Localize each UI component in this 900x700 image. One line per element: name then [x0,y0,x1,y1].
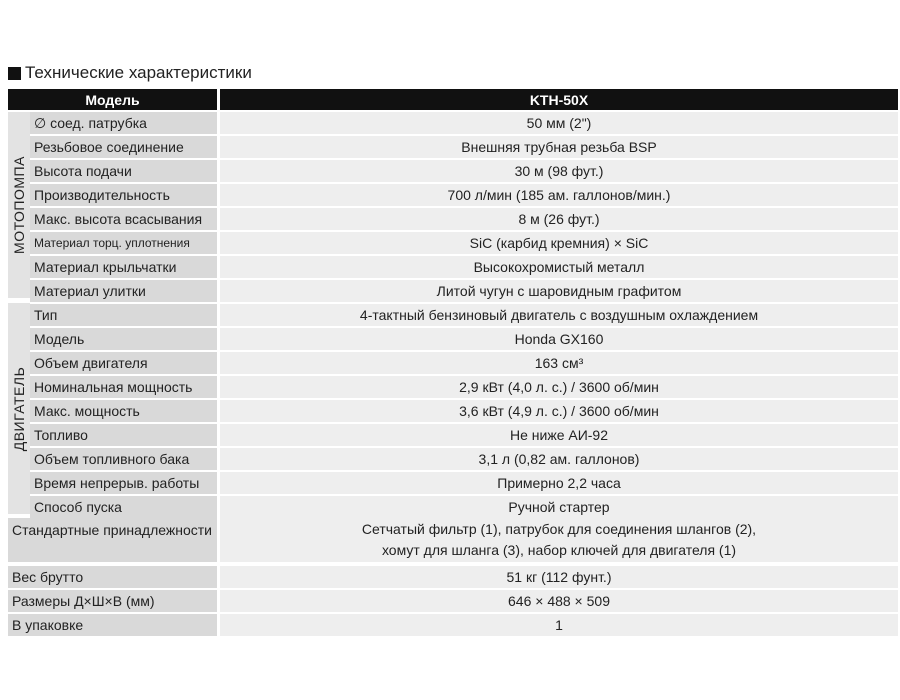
row-label-engine-model: Модель [30,328,217,350]
row-label-impeller-material: Материал крыльчатки [30,256,217,278]
row-value-engine-model: Honda GX160 [220,328,898,350]
row-value-displacement: 163 см³ [220,352,898,374]
row-label-engine-type: Тип [30,304,217,326]
row-label-head: Высота подачи [30,160,217,182]
row-label-fuel: Топливо [30,424,217,446]
row-label-accessories: Стандартные принадлежности [8,518,217,562]
row-value-capacity: 700 л/мин (185 ам. галлонов/мин.) [220,184,898,206]
row-label-tank-volume: Объем топливного бака [30,448,217,470]
row-value-engine-type: 4-тактный бензиновый двигатель с воздушным охлаждением [220,304,898,326]
row-label-suction-height: Макс. высота всасывания [30,208,217,230]
row-value-head: 30 м (98 фут.) [220,160,898,182]
section-title [8,63,252,83]
row-value-run-time: Примерно 2,2 часа [220,472,898,494]
group-pump [8,112,30,298]
row-label-rated-power: Номинальная мощность [30,376,217,398]
group-pump-label: МОТОПОМПА [11,156,27,254]
row-value-volute-material: Литой чугун с шаровидным графитом [220,280,898,302]
row-label-volute-material: Материал улитки [30,280,217,302]
row-label-package-qty: В упаковке [8,614,217,636]
row-label-start-method: Способ пуска [30,496,217,518]
row-value-impeller-material: Высокохромистый металл [220,256,898,278]
row-label-seal-material: Материал торц. уплотнения [30,232,217,254]
row-value-package-qty: 1 [220,614,898,636]
row-value-seal-material: SiC (карбид кремния) × SiC [220,232,898,254]
row-label-thread: Резьбовое соединение [30,136,217,158]
row-value-tank-volume: 3,1 л (0,82 ам. галлонов) [220,448,898,470]
row-value-accessories [220,518,898,562]
row-value-gross-weight: 51 кг (112 фунт.) [220,566,898,588]
black-square-icon [8,67,21,80]
row-value-start-method: Ручной стартер [220,496,898,518]
section-title-text: Технические характеристики [25,63,252,82]
row-label-dimensions: Размеры Д×Ш×В (мм) [8,590,217,612]
row-label-capacity: Производительность [30,184,217,206]
row-label-displacement: Объем двигателя [30,352,217,374]
row-label-run-time: Время непрерыв. работы [30,472,217,494]
row-label-gross-weight: Вес брутто [8,566,217,588]
row-value-rated-power: 2,9 кВт (4,0 л. с.) / 3600 об/мин [220,376,898,398]
row-label-max-power: Макс. мощность [30,400,217,422]
row-value-inlet-diameter: 50 мм (2") [220,112,898,134]
group-engine [8,303,30,514]
accessories-line-2: хомут для шланга (3), набор ключей для двигателя (1) [381,542,737,558]
group-engine-label: ДВИГАТЕЛЬ [11,366,27,451]
header-model-label: Модель [8,89,217,110]
row-value-fuel: Не ниже АИ-92 [220,424,898,446]
row-value-max-power: 3,6 кВт (4,9 л. с.) / 3600 об/мин [220,400,898,422]
row-label-inlet-diameter: ∅ соед. патрубка [30,112,217,134]
row-value-thread: Внешняя трубная резьба BSP [220,136,898,158]
accessories-line-1: Сетчатый фильтр (1), патрубок для соединения шлангов (2), [361,521,757,537]
row-value-dimensions: 646 × 488 × 509 [220,590,898,612]
header-model-value: KTH-50X [220,89,898,110]
row-value-suction-height: 8 м (26 фут.) [220,208,898,230]
